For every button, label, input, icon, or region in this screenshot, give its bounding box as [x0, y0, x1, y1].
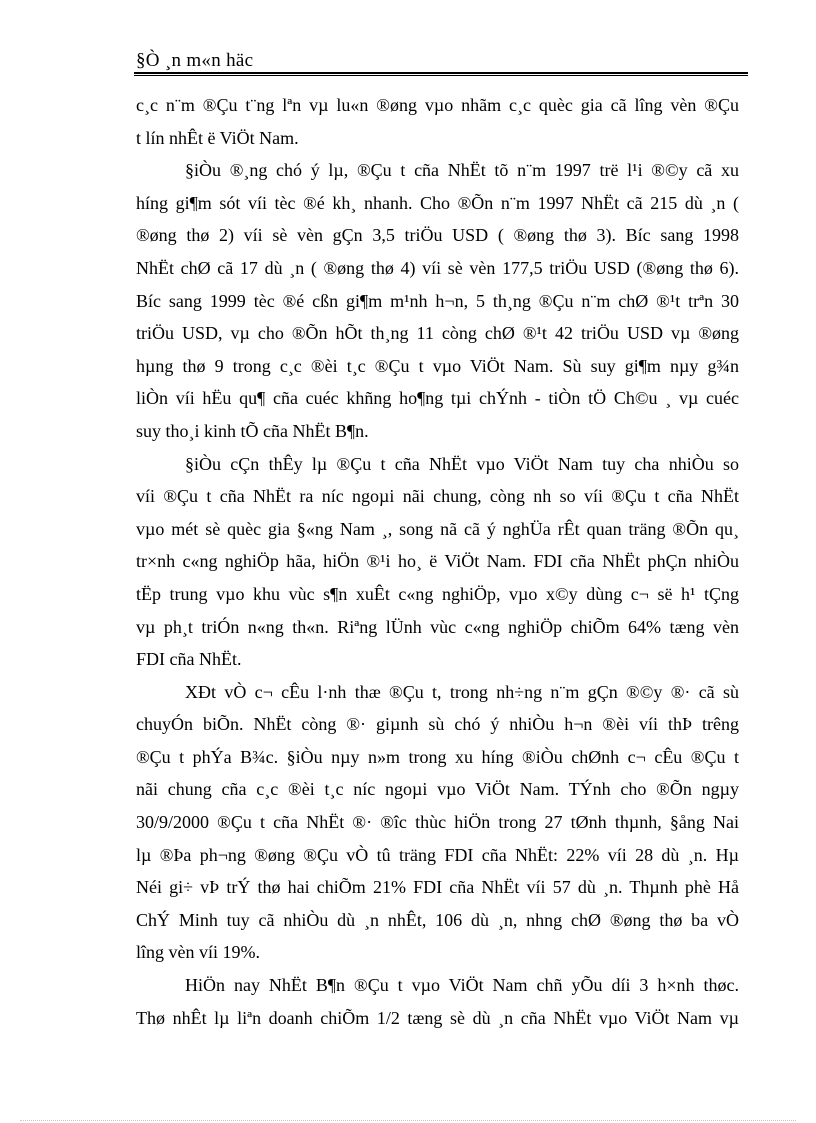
text-line: ®Çu t phÝa B¾c. §iÒu nµy n»m trong xu híng ®iÒu chØnh c¬ cÊu ®Çu t: [136, 746, 739, 767]
text-line: 30/9/2000 ®Çu t cña NhËt ®· ®îc thùc hiÖn trong 27 tØnh thµnh, §ång Nai: [136, 812, 739, 833]
text-line: híng gi¶m sót víi tèc ®é kh¸ nhanh. Cho ®Õn n¨m 1997 NhËt cã 215 dù ¸n (: [136, 192, 739, 213]
text-line: Thø nhÊt lµ liªn doanh chiÕm 1/2 tæng sè dù ¸n cña NhËt vµo ViÖt Nam vµ: [136, 1007, 739, 1028]
page-bottom-edge: [20, 1120, 796, 1121]
text-line: chuyÓn biÕn. NhËt còng ®· giµnh sù chó ý nhiÒu h¬n ®èi víi thÞ trêng: [136, 714, 739, 735]
text-line: víi ®Çu t cña NhËt ra níc ngoµi nãi chung, còng nh so víi ®Çu t cña NhËt: [136, 486, 739, 507]
text-line: lµ ®Þa ph¬ng ®øng ®Çu vÒ tû träng FDI cña NhËt: 22% víi 28 dù ¸n. Hµ: [136, 844, 739, 865]
text-line: ®øng thø 2) víi sè vèn gÇn 3,5 triÖu USD ( ®øng thø 3). Bíc sang 1998: [136, 225, 739, 246]
text-line: liÒn víi hËu qu¶ cña cuéc khñng ho¶ng tµi chÝnh - tiÒn tÖ Ch©u ¸ vµ cuéc: [136, 388, 739, 409]
text-line: vµ ph¸t triÓn n«ng th«n. Riªng lÜnh vùc c«ng nghiÖp chiÕm 64% tæng vèn: [136, 616, 739, 637]
text-line: NhËt chØ cã 17 dù ¸n ( ®øng thø 4) víi sè vèn 177,5 triÖu USD (®øng thø 6).: [136, 257, 739, 278]
text-line: Bíc sang 1999 tèc ®é cßn gi¶m m¹nh h¬n, 5 th¸ng ®Çu n¨m chØ ®¹t trªn 30: [136, 290, 739, 311]
text-line: triÖu USD, vµ cho ®Õn hÕt th¸ng 11 còng chØ ®¹t 42 triÖu USD vµ ®øng: [136, 323, 739, 344]
text-line: FDI cña NhËt.: [136, 649, 242, 670]
text-line: nãi chung cña c¸c ®èi t¸c níc ngoµi vµo ViÖt Nam. TÝnh cho ®Õn ngµy: [136, 779, 739, 800]
text-line: Néi gi÷ vÞ trÝ thø hai chiÕm 21% FDI cña NhËt víi 57 dù ¸n. Thµnh phè Hå: [136, 877, 739, 898]
text-line: hµng thø 9 trong c¸c ®èi t¸c ®Çu t vµo ViÖt Nam. Sù suy gi¶m nµy g¾n: [136, 355, 739, 376]
page-header-title: §Ò ¸n m«n häc: [136, 50, 254, 71]
text-line: vµo mét sè quèc gia §«ng Nam ¸, song nã cã ý nghÜa rÊt quan träng ®Õn qu¸: [136, 518, 739, 539]
text-line: lîng vèn víi 19%.: [136, 942, 260, 963]
text-line: §iÒu ®¸ng chó ý lµ, ®Çu t cña NhËt tõ n¨m 1997 trë l¹i ®©y cã xu: [185, 160, 739, 181]
text-line: XÐt vÒ c¬ cÊu l·nh thæ ®Çu t, trong nh÷ng n¨m gÇn ®©y ®· cã sù: [185, 681, 739, 702]
header-rule-thick: [134, 72, 748, 74]
header-rule-thin: [134, 75, 748, 76]
text-line: HiÖn nay NhËt B¶n ®Çu t vµo ViÖt Nam chñ yÕu díi 3 h×nh thøc.: [185, 975, 739, 996]
text-line: suy tho¸i kinh tÕ cña NhËt B¶n.: [136, 420, 369, 441]
text-line: §iÒu cÇn thÊy lµ ®Çu t cña NhËt vµo ViÖt Nam tuy cha nhiÒu so: [185, 453, 739, 474]
text-line: t lín nhÊt ë ViÖt Nam.: [136, 127, 299, 148]
text-line: ChÝ Minh tuy cã nhiÒu dù ¸n nhÊt, 106 dù ¸n, nhng chØ ®øng thø ba vÒ: [136, 909, 739, 930]
text-line: c¸c n¨m ®Çu t¨ng lªn vµ lu«n ®øng vµo nhãm c¸c quèc gia cã lîng vèn ®Çu: [136, 95, 739, 115]
document-body: [136, 89, 739, 1034]
text-line: tËp trung vµo khu vùc s¶n xuÊt c«ng nghiÖp, vµo x©y dùng c¬ së h¹ tÇng: [136, 583, 739, 604]
text-line: tr×nh c«ng nghiÖp hãa, hiÖn ®¹i ho¸ ë ViÖt Nam. FDI cña NhËt phÇn nhiÒu: [136, 551, 739, 572]
